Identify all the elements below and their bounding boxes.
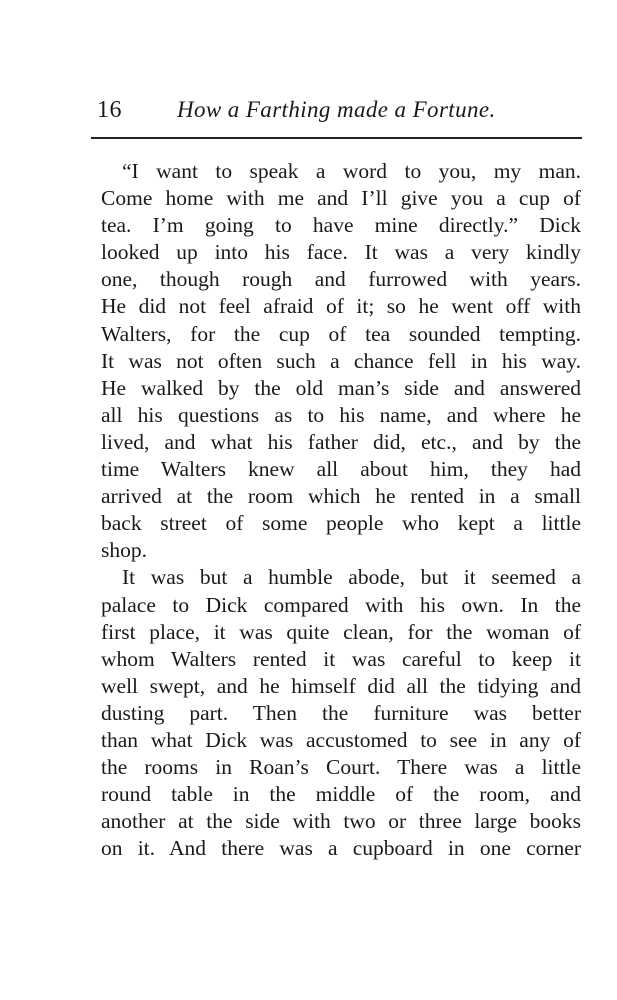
text-line: arrived at the room which he rented in a small: [101, 484, 581, 509]
text-line: It was not often such a chance fell in his way.: [101, 348, 581, 373]
text-line: one, though rough and furrowed with years.: [101, 267, 581, 292]
text-line: He did not feel afraid of it; so he went off with: [101, 294, 581, 319]
text-line: first place, it was quite clean, for the woman of: [101, 619, 581, 644]
text-line: He walked by the old man’s side and answered: [101, 375, 581, 400]
page-number: 16: [97, 97, 122, 123]
text-line: round table in the middle of the room, and: [101, 782, 581, 807]
text-line: It was but a humble abode, but it seemed a: [122, 565, 581, 590]
text-line: well swept, and he himself did all the tidying and: [101, 673, 581, 698]
text-line: than what Dick was accustomed to see in any of: [101, 727, 581, 752]
text-line: on it. And there was a cupboard in one corner: [101, 836, 581, 861]
text-line: Come home with me and I’ll give you a cup of: [101, 186, 581, 211]
text-line: tea. I’m going to have mine directly.” Dick: [101, 213, 581, 238]
body-text: [101, 158, 581, 862]
text-line: time Walters knew all about him, they had: [101, 457, 581, 482]
running-title: How a Farthing made a Fortune.: [177, 97, 496, 122]
paragraph-2: [101, 564, 581, 862]
text-line: lived, and what his father did, etc., and by the: [101, 429, 581, 454]
text-line: the rooms in Roan’s Court. There was a little: [101, 755, 581, 780]
page-header: [97, 94, 581, 126]
text-line: “I want to speak a word to you, my man.: [122, 159, 581, 183]
text-line: looked up into his face. It was a very kindly: [101, 240, 581, 265]
text-line: shop.: [101, 538, 147, 563]
text-line: dusting part. Then the furniture was better: [101, 700, 581, 725]
text-line: all his questions as to his name, and where he: [101, 402, 581, 427]
text-line: back street of some people who kept a little: [101, 511, 581, 536]
text-line: Walters, for the cup of tea sounded tempting.: [101, 321, 581, 346]
header-rule: [91, 137, 582, 139]
text-line: palace to Dick compared with his own. In the: [101, 592, 581, 617]
text-line: whom Walters rented it was careful to keep it: [101, 646, 581, 671]
text-line: another at the side with two or three large books: [101, 809, 581, 834]
paragraph-1: [101, 158, 581, 564]
